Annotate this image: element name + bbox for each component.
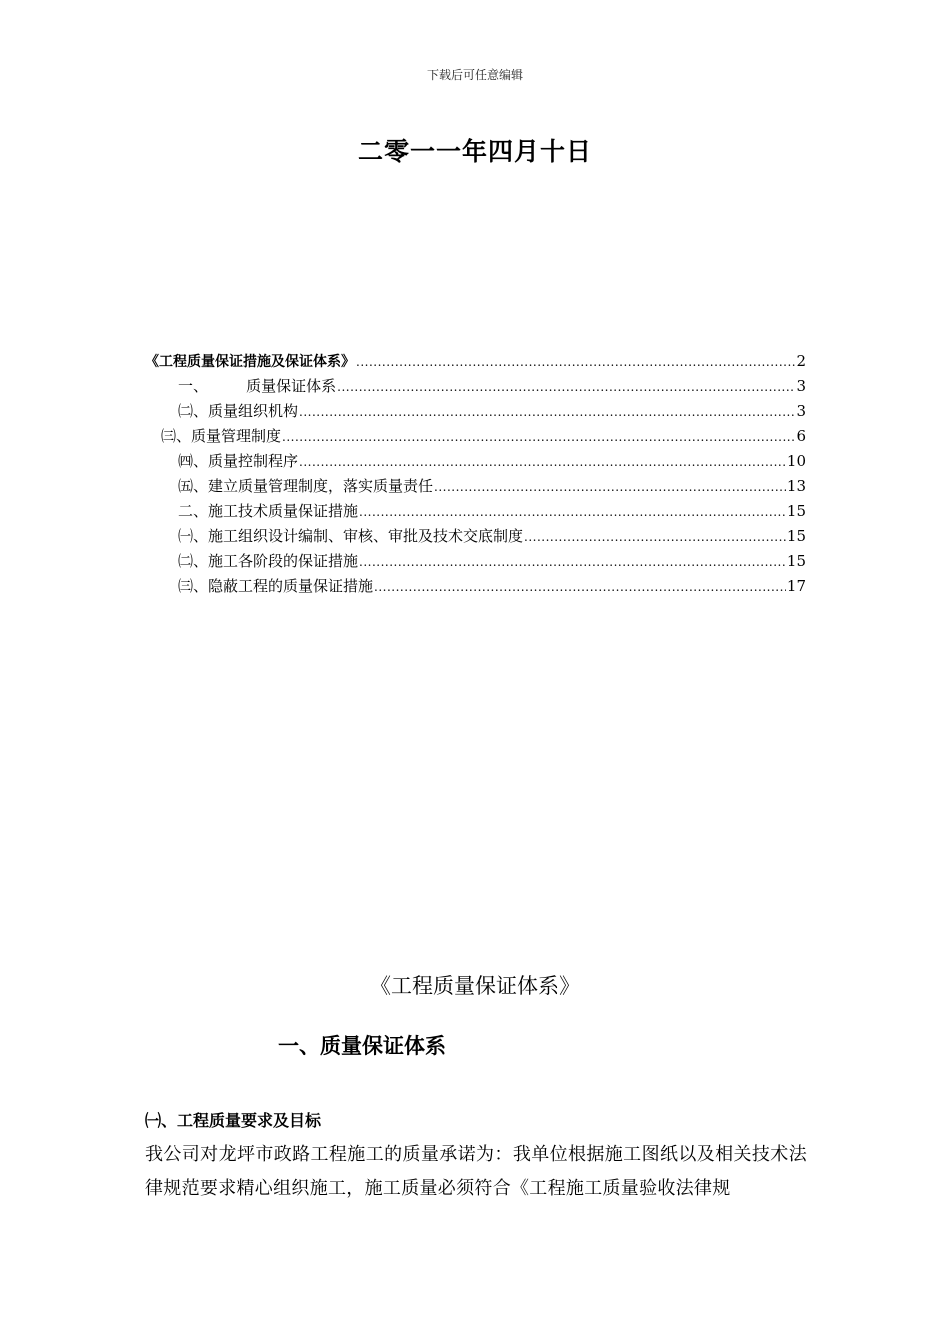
toc-item-label: ㈠、施工组织设计编制、审核、审批及技术交底制度: [178, 527, 524, 545]
toc-leader-dots: [337, 376, 795, 398]
toc-item-page: 6: [796, 427, 806, 445]
toc-item[interactable]: [178, 575, 806, 597]
toc-item[interactable]: [161, 425, 806, 447]
toc-item[interactable]: [178, 550, 806, 572]
header-note: 下载后可任意编辑: [426, 68, 523, 82]
body-paragraph: 我公司对龙坪市政路工程施工的质量承诺为：我单位根据施工图纸以及相关技术法律规范要求精心组织施工，施工质量必须符合《工程施工质量验收法律规: [145, 1144, 807, 1199]
toc-leader-dots: [282, 426, 795, 448]
toc-leader-dots: [299, 451, 786, 473]
toc-item-label: ㈣、质量控制程序: [178, 452, 299, 470]
toc-item-page: 15: [786, 502, 806, 520]
toc-leader-dots: [524, 526, 786, 548]
toc-item-label: ㈢、隐蔽工程的质量保证措施: [178, 577, 374, 595]
section-title: 《工程质量保证体系》: [370, 974, 580, 998]
toc-item[interactable]: [145, 350, 806, 372]
toc-leader-dots: [434, 476, 786, 498]
toc-item-label: ㈢、质量管理制度: [161, 427, 282, 445]
chapter-title: 一、质量保证体系: [278, 1034, 446, 1058]
toc-item[interactable]: [178, 450, 806, 472]
toc-item-label: ㈤、建立质量管理制度，落实质量责任: [178, 477, 434, 495]
toc-item[interactable]: [178, 475, 806, 497]
toc-leader-dots: [359, 501, 786, 523]
toc-item-label: ㈡、质量组织机构: [178, 402, 299, 420]
toc-item-page: 17: [786, 577, 806, 595]
toc-leader-dots: [299, 401, 795, 423]
toc-item-page: 2: [796, 352, 806, 370]
toc-item-label: ㈡、施工各阶段的保证措施: [178, 552, 359, 570]
toc-leader-dots: [359, 551, 786, 573]
toc-item[interactable]: [178, 525, 806, 547]
toc-item[interactable]: [178, 500, 806, 522]
toc-item-label: 二、施工技术质量保证措施: [178, 502, 359, 520]
toc-item-page: 10: [786, 452, 806, 470]
toc-item[interactable]: [178, 375, 806, 397]
date-title: 二零一一年四月十日: [357, 137, 592, 166]
toc-item[interactable]: [178, 400, 806, 422]
toc-leader-dots: [356, 351, 795, 373]
toc-item-label: 《工程质量保证措施及保证体系》: [145, 354, 355, 370]
sub-heading: ㈠、工程质量要求及目标: [145, 1111, 322, 1130]
toc-item-page: 3: [796, 377, 806, 395]
toc-item-page: 15: [786, 552, 806, 570]
toc-item-label: 一、 质量保证体系: [178, 377, 337, 395]
toc-item-page: 3: [796, 402, 806, 420]
toc-leader-dots: [374, 576, 786, 598]
toc-item-page: 13: [786, 477, 806, 495]
toc-item-page: 15: [786, 527, 806, 545]
